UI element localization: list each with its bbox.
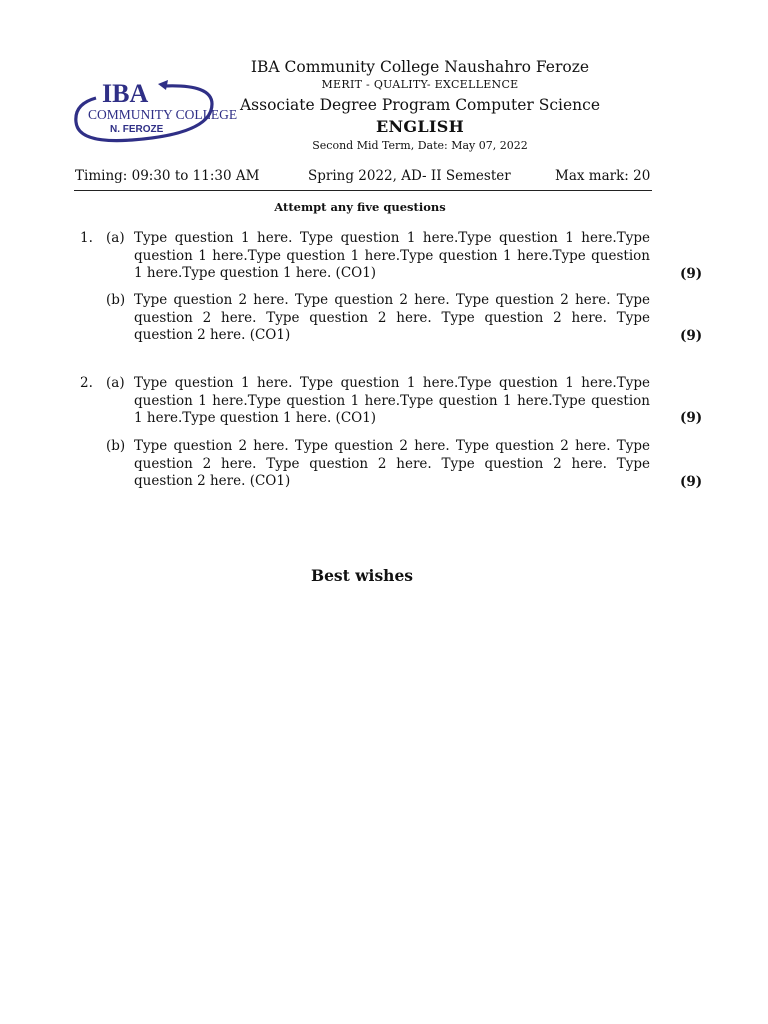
part-label: (b)	[106, 292, 126, 308]
question-text: Type question 1 here. Type question 1 here.Type question 1 here.Type question 1 here.Type question 1 here.Type question 1 here.Type question 1 here.Type question 1 here. (CO1)	[134, 375, 650, 426]
header-divider	[74, 190, 652, 191]
question-marks: (9)	[680, 410, 703, 426]
part-label: (a)	[106, 230, 125, 246]
exam-timing: Timing: 09:30 to 11:30 AM	[75, 168, 260, 184]
logo-feroze-text: N. FEROZE	[110, 124, 164, 135]
question-marks: (9)	[680, 328, 703, 344]
logo-community-college-text: COMMUNITY COLLEGE	[88, 107, 238, 122]
question-number: 1.	[80, 230, 93, 246]
exam-max-mark: Max mark: 20	[555, 168, 651, 184]
question-number: 2.	[80, 375, 93, 391]
question-marks: (9)	[680, 266, 703, 282]
subject-title: ENGLISH	[376, 117, 464, 136]
part-label: (b)	[106, 438, 126, 454]
question-text: Type question 2 here. Type question 2 here. Type question 2 here. Type question 2 here. Type question 2 here. Type question 2 here. Type question 2 here. (CO1)	[134, 292, 650, 343]
college-name: IBA Community College Naushahro Feroze	[250, 58, 590, 76]
question-text: Type question 2 here. Type question 2 here. Type question 2 here. Type question 2 here. Type question 2 here. Type question 2 here. Type question 2 here. (CO1)	[134, 438, 650, 489]
exam-instructions: Attempt any five questions	[274, 200, 446, 214]
question-marks: (9)	[680, 474, 703, 490]
closing-wishes: Best wishes	[310, 566, 414, 585]
college-motto: MERIT - QUALITY- EXCELLENCE	[321, 78, 519, 91]
college-logo	[72, 76, 238, 146]
exam-semester: Spring 2022, AD- II Semester	[308, 168, 511, 184]
exam-term-date: Second Mid Term, Date: May 07, 2022	[312, 139, 528, 152]
part-label: (a)	[106, 375, 125, 391]
logo-iba-text: IBA	[102, 79, 149, 108]
program-name: Associate Degree Program Computer Science	[239, 96, 600, 114]
question-text: Type question 1 here. Type question 1 here.Type question 1 here.Type question 1 here.Type question 1 here.Type question 1 here.Type question 1 here.Type question 1 here. (CO1)	[134, 230, 650, 281]
